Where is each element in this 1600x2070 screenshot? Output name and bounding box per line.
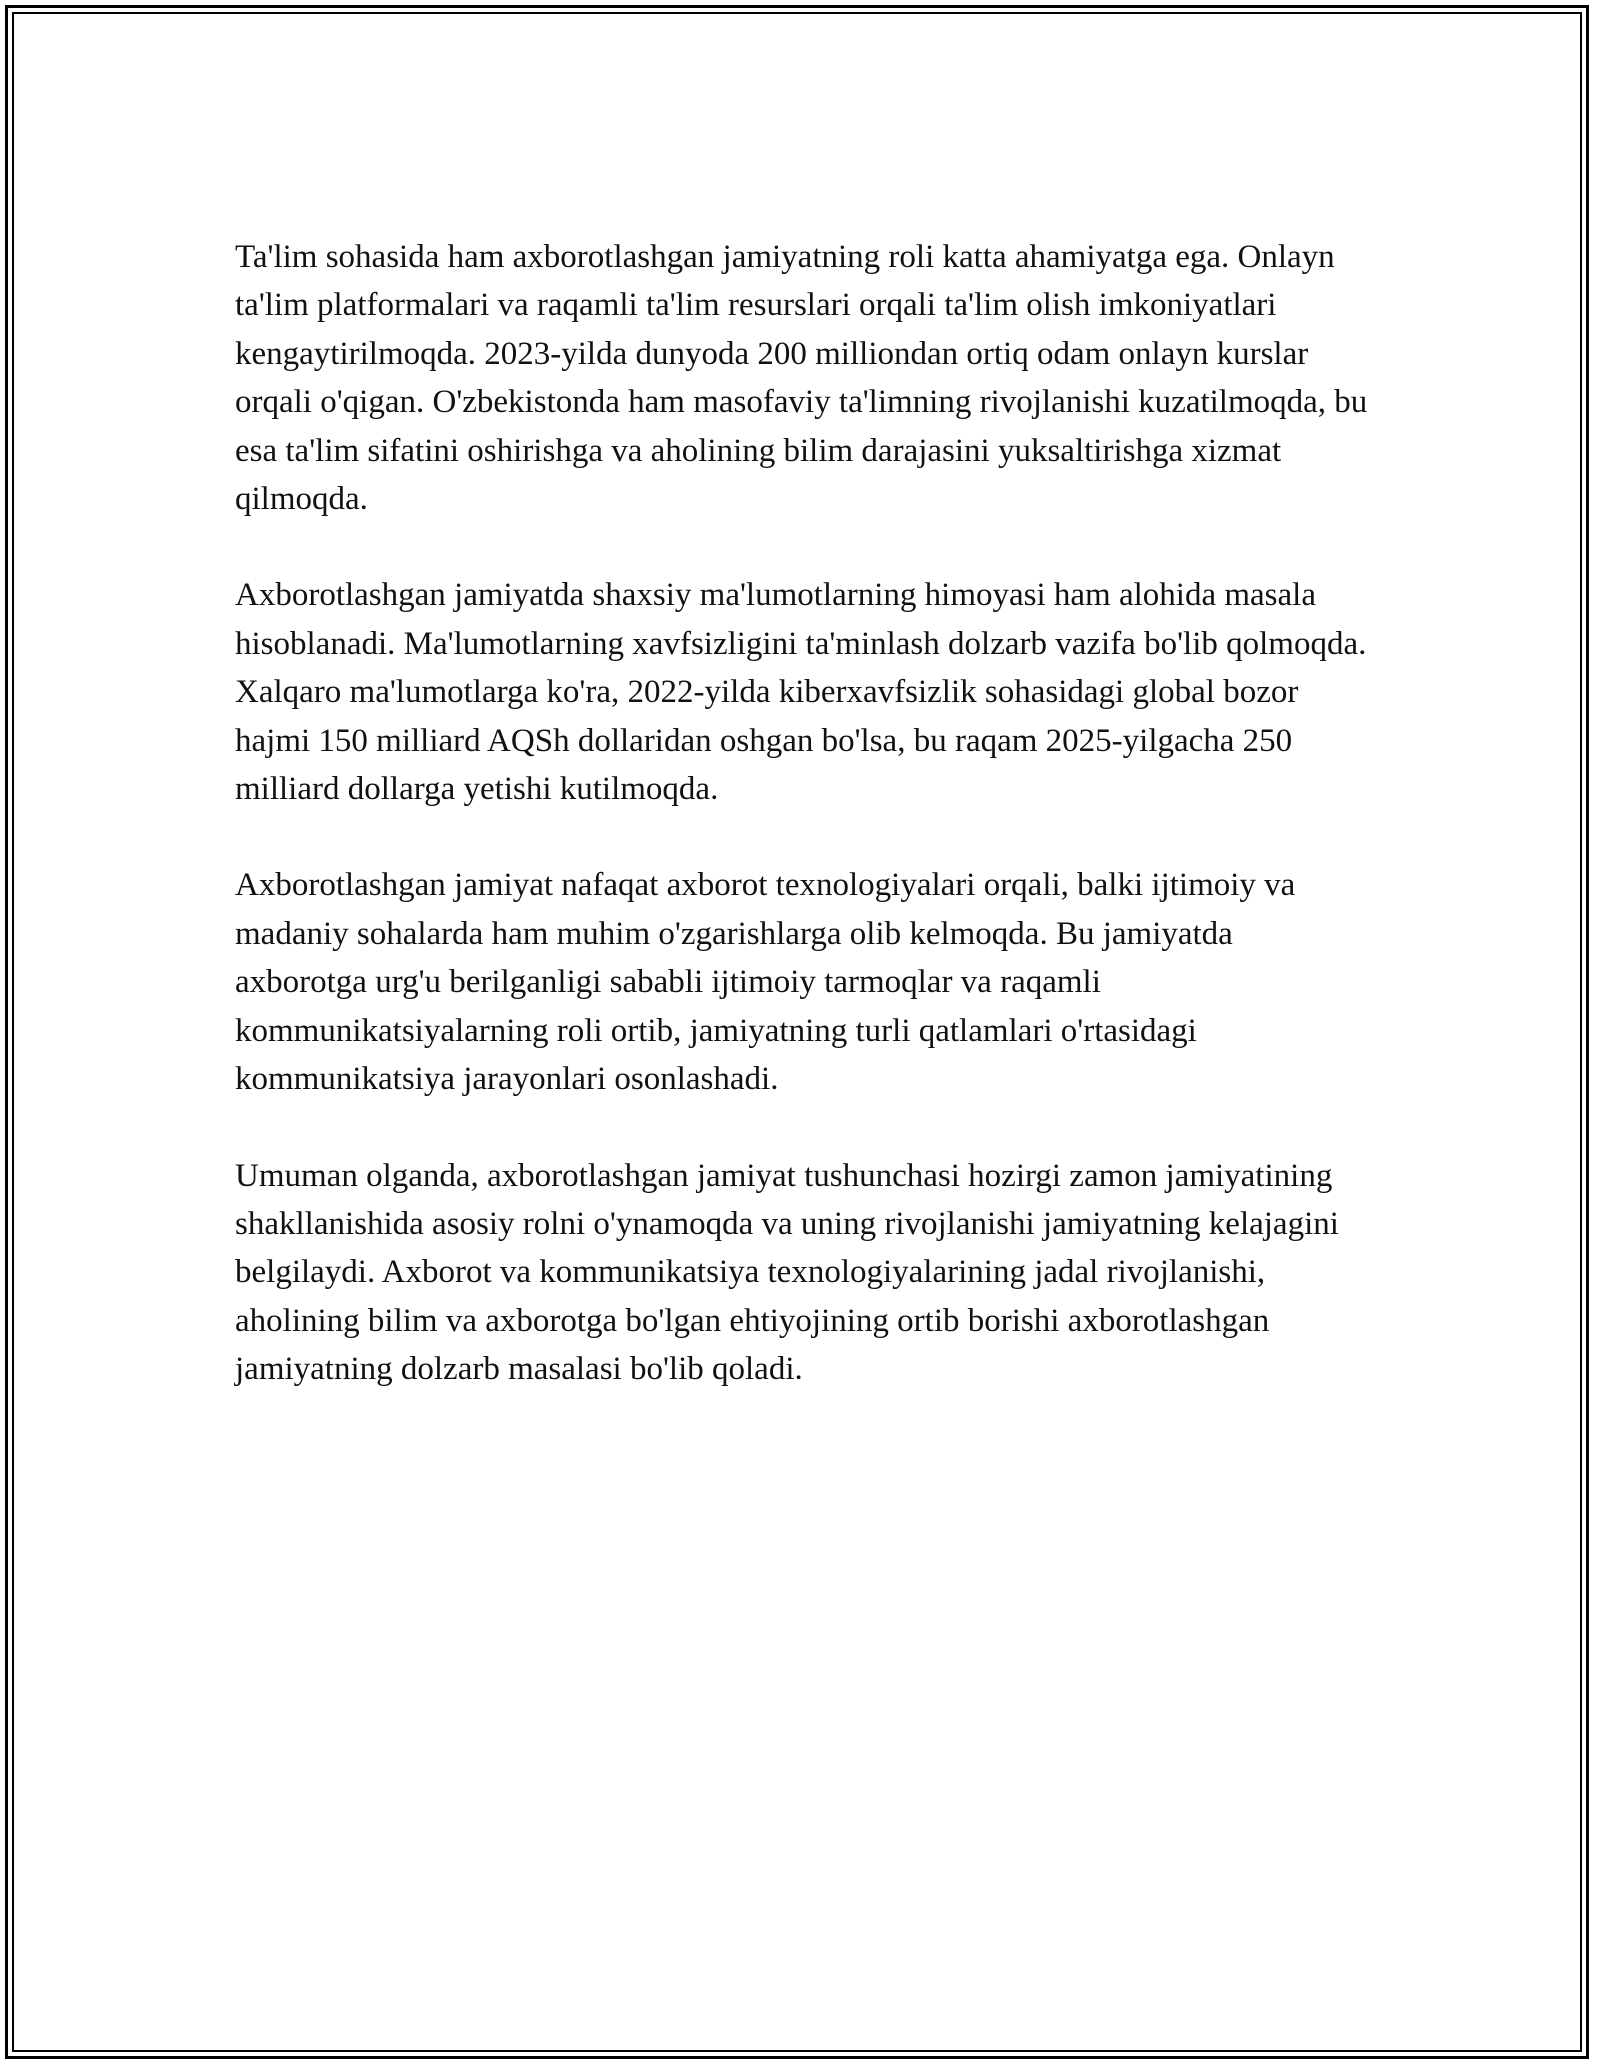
paragraph-data-protection: Axborotlashgan jamiyatda shaxsiy ma'lumotlarning himoyasi ham alohida masala hisoblanadi. Ma'lumotlarning xavfsizligini ta'minlash dolzarb vazifa bo'lib qolmoqda. Xalqaro ma'lumotlarga ko'ra, 2022-yilda kiberxavfsizlik sohasidagi global bozor hajmi 150 milliard AQSh dollaridan oshgan bo'lsa, bu raqam 2025-yilgacha 250 milliard dollarga yetishi kutilmoqda. <box>235 577 1367 808</box>
paragraph-education: Ta'lim sohasida ham axborotlashgan jamiyatning roli katta ahamiyatga ega. Onlayn ta'lim platformalari va raqamli ta'lim resurslari orqali ta'lim olish imkoniyatlari kengaytirilmoqda. 2023-yilda dunyoda 200 milliondan ortiq odam onlayn kurslar orqali o'qigan. O'zbekistonda ham masofaviy ta'limning rivojlanishi kuzatilmoqda, bu esa ta'lim sifatini oshirishga va aholining bilim darajasini yuksaltirishga xizmat qilmoqda. <box>235 239 1368 518</box>
document-body <box>235 233 1370 1442</box>
paragraph-conclusion: Umuman olganda, axborotlashgan jamiyat tushunchasi hozirgi zamon jamiyatining shakllanishida asosiy rolni o'ynamoqda va uning rivojlanishi jamiyatning kelajagini belgilaydi. Axborot va kommunikatsiya texnologiyalarining jadal rivojlanishi, aholining bilim va axborotga bo'lgan ehtiyojining ortib borishi axborotlashgan jamiyatning dolzarb masalasi bo'lib qoladi. <box>235 1157 1339 1388</box>
paragraph-social-impact: Axborotlashgan jamiyat nafaqat axborot texnologiyalari orqali, balki ijtimoiy va madaniy sohalarda ham muhim o'zgarishlarga olib kelmoqda. Bu jamiyatda axborotga urg'u berilganligi sababli ijtimoiy tarmoqlar va raqamli kommunikatsiyalarning roli ortib, jamiyatning turli qatlamlari o'rtasidagi kommunikatsiya jarayonlari osonlashadi. <box>235 867 1296 1098</box>
